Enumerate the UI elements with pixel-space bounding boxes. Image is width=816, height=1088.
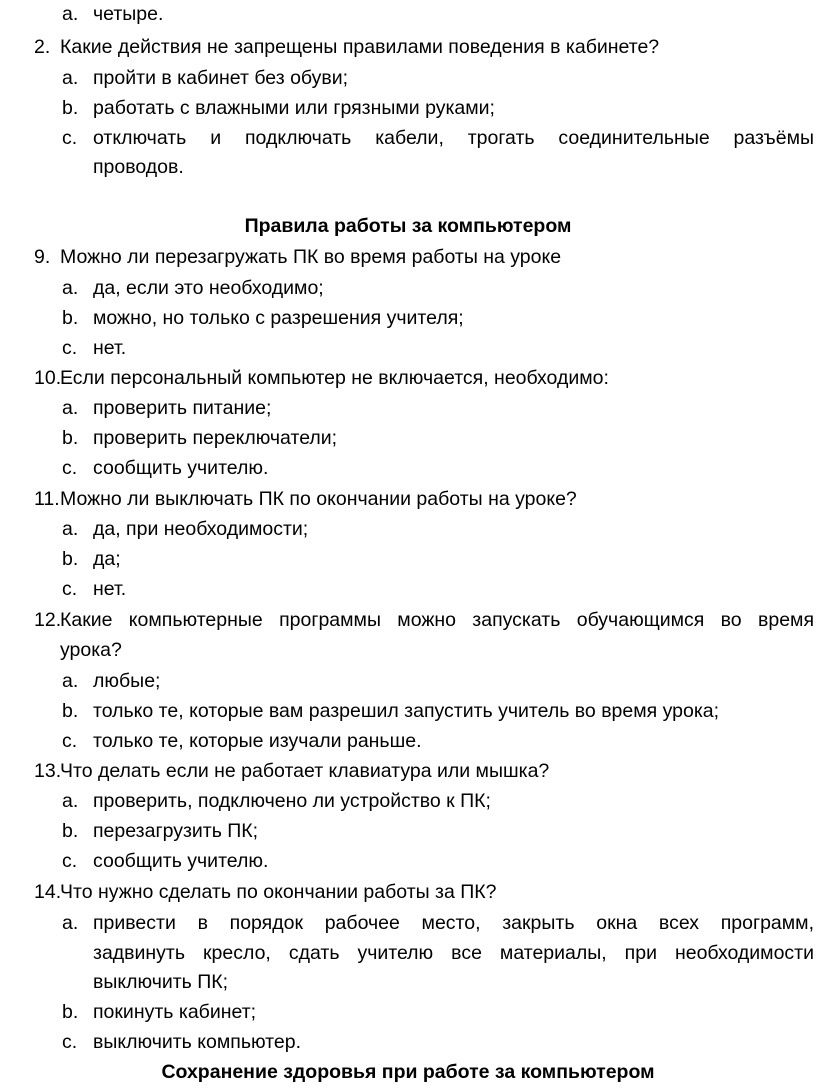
question-number: 11.: [34, 488, 60, 510]
question-text: Если персональный компьютер не включается, необходимо:: [60, 367, 609, 389]
option-letter: a.: [62, 67, 79, 89]
option-text: можно, но только с разрешения учителя;: [93, 307, 464, 329]
question-text: Какие действия не запрещены правилами поведения в кабинете?: [60, 36, 660, 58]
question-number: 10.: [34, 367, 62, 389]
option-letter: c.: [62, 127, 78, 149]
option-text: сообщить учителю.: [93, 850, 269, 872]
option-text: проверить питание;: [93, 397, 272, 419]
option-letter: c.: [62, 337, 78, 359]
option-letter: b.: [62, 820, 79, 842]
option-letter: c.: [62, 730, 78, 752]
option-text-continuation: задвинуть кресло, сдать учителю все материалы, при необходимости: [93, 942, 814, 964]
option-text: работать с влажными или грязными руками;: [93, 97, 495, 119]
option-letter: b.: [62, 427, 79, 449]
option-text: четыре.: [93, 3, 164, 25]
option-text: отключать и подключать кабели, трогать соединительные разъёмы: [93, 127, 814, 149]
option-text: нет.: [93, 578, 127, 600]
option-text: любые;: [93, 670, 161, 692]
question-text: Какие компьютерные программы можно запускать обучающимся во время: [60, 609, 814, 631]
option-text: перезагрузить ПК;: [93, 820, 259, 842]
question-text: Можно ли выключать ПК по окончании работы на уроке?: [60, 488, 577, 510]
option-letter: b.: [62, 97, 79, 119]
question-number: 2.: [34, 36, 51, 58]
question-number: 14.: [34, 881, 62, 903]
option-text: пройти в кабинет без обуви;: [93, 67, 349, 89]
option-text: только те, которые изучали раньше.: [93, 730, 422, 752]
option-letter: a.: [62, 912, 79, 934]
option-letter: a.: [62, 670, 79, 692]
option-letter: c.: [62, 850, 78, 872]
option-letter: b.: [62, 700, 79, 722]
option-text: нет.: [93, 337, 127, 359]
option-text: покинуть кабинет;: [93, 1001, 257, 1023]
option-text: сообщить учителю.: [93, 457, 269, 479]
option-text: только те, которые вам разрешил запустить учитель во время урока;: [93, 700, 720, 722]
option-text: выключить компьютер.: [93, 1031, 301, 1053]
option-letter: c.: [62, 578, 78, 600]
option-letter: a.: [62, 397, 79, 419]
question-number: 9.: [34, 246, 51, 268]
section-heading: Правила работы за компьютером: [244, 215, 572, 237]
option-letter: a.: [62, 277, 79, 299]
question-text: Что нужно сделать по окончании работы за ПК?: [60, 881, 497, 903]
section-heading: Сохранение здоровья при работе за компьютером: [161, 1061, 655, 1083]
option-letter: a.: [62, 790, 79, 812]
option-letter: a.: [62, 3, 79, 25]
option-text-continuation: проводов.: [93, 156, 184, 178]
option-text: привести в порядок рабочее место, закрыть окна всех программ,: [93, 912, 814, 934]
option-letter: c.: [62, 1031, 78, 1053]
option-letter: c.: [62, 457, 78, 479]
question-number: 12.: [34, 609, 62, 631]
option-letter: b.: [62, 307, 79, 329]
option-text: да;: [93, 548, 121, 570]
question-text: Что делать если не работает клавиатура или мышка?: [60, 760, 550, 782]
option-letter: b.: [62, 548, 79, 570]
question-text: Можно ли перезагружать ПК во время работы на уроке: [60, 246, 562, 268]
option-text: проверить переключатели;: [93, 427, 338, 449]
option-letter: b.: [62, 1001, 79, 1023]
question-text-continuation: урока?: [60, 639, 122, 661]
option-letter: a.: [62, 518, 79, 540]
option-text: да, при необходимости;: [93, 518, 309, 540]
question-number: 13.: [34, 760, 62, 782]
option-text-continuation: выключить ПК;: [93, 971, 229, 993]
option-text: проверить, подключено ли устройство к ПК;: [93, 790, 491, 812]
option-text: да, если это необходимо;: [93, 277, 324, 299]
